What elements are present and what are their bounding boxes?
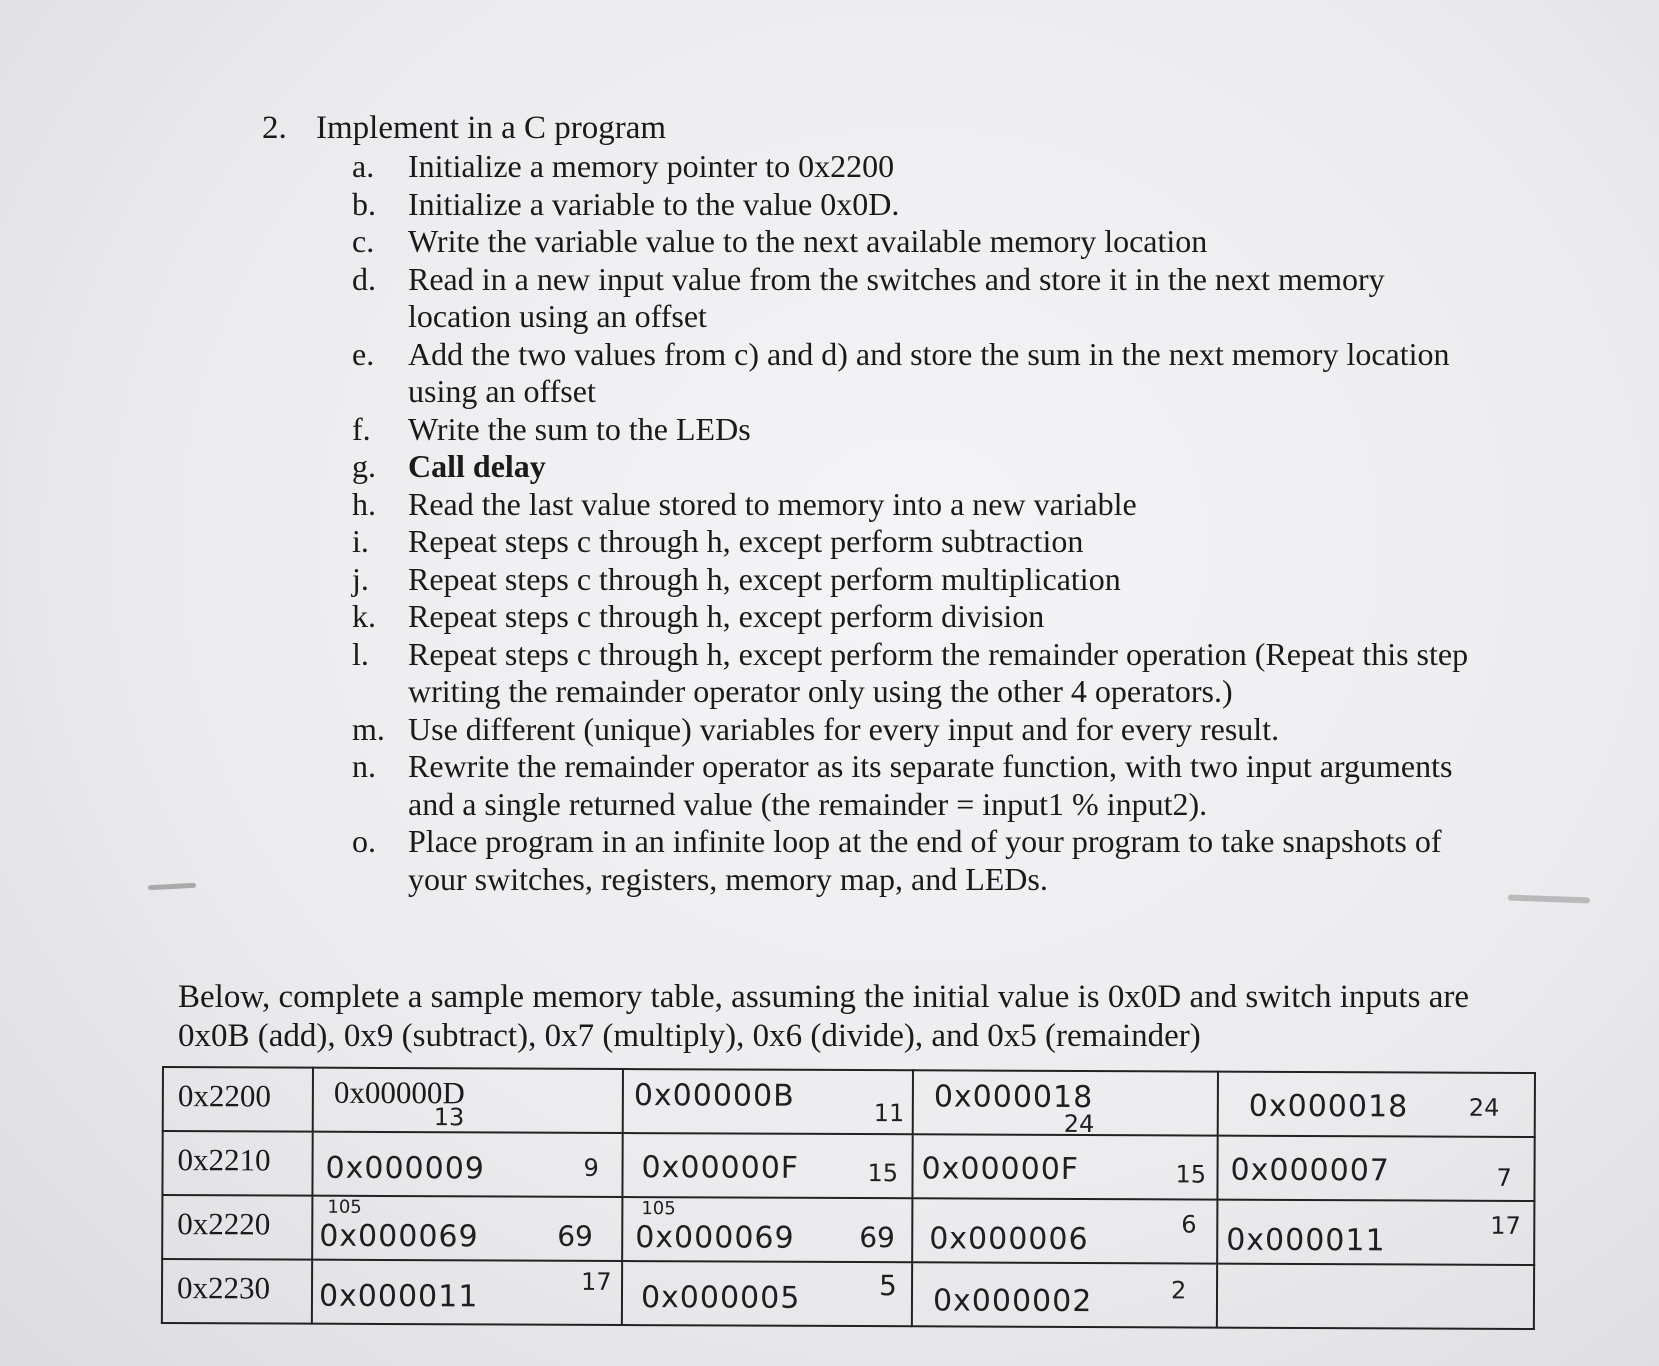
address-cell (163, 1067, 313, 1132)
memory-cell (622, 1133, 912, 1198)
address-label: 0x2210 (177, 1142, 271, 1178)
step-letter: f. (352, 410, 371, 447)
question-heading (262, 110, 666, 147)
step-letter: i. (352, 523, 369, 559)
cell-decimal-value: 7 (1496, 1163, 1512, 1192)
step-text: Write the variable value to the next available memory location (408, 223, 1208, 259)
paper-mark (148, 883, 196, 891)
cell-hex-value: 0x00000B (633, 1078, 795, 1114)
step-item (352, 598, 1492, 636)
memory-cell (622, 1197, 912, 1262)
step-letter: g. (352, 448, 376, 484)
step-letter: c. (352, 223, 375, 259)
table-row (162, 1131, 1534, 1201)
step-list (352, 148, 1492, 898)
step-item (352, 186, 1492, 224)
cell-decimal-value: 5 (878, 1269, 897, 1303)
memory-cell (1217, 1200, 1534, 1265)
cell-decimal-value: 11 (873, 1099, 905, 1128)
step-letter: k. (352, 598, 376, 634)
memory-cell (312, 1132, 622, 1197)
cell-decimal-value: 69 (557, 1219, 593, 1253)
step-item (352, 561, 1492, 599)
step-letter: j. (352, 560, 369, 597)
step-text: Read in a new input value from the switches and store it in the next memory location using an offset (408, 260, 1385, 334)
step-letter: a. (352, 148, 375, 184)
memory-cell (1217, 1136, 1534, 1201)
cell-hex-value: 0x000018 (1248, 1088, 1409, 1125)
step-text: Repeat steps c through h, except perform multiplication (408, 560, 1121, 597)
cell-decimal-value: 2 (1170, 1276, 1187, 1305)
cell-hex-value: 0x000011 (1226, 1222, 1386, 1259)
step-text: Repeat steps c through h, except perform division (408, 598, 1045, 634)
cell-decimal-value: 6 (1181, 1210, 1197, 1239)
address-cell (162, 1259, 312, 1324)
cell-hex-value: 0x000011 (318, 1278, 479, 1315)
address-cell (162, 1195, 312, 1260)
cell-hex-value: 0x000069 (319, 1218, 479, 1255)
question-title: Implement in a C program (316, 110, 667, 146)
address-label: 0x2200 (177, 1078, 271, 1114)
cell-decimal-value: 17 (581, 1267, 612, 1296)
table-row (162, 1195, 1534, 1265)
step-letter: n. (352, 748, 376, 784)
step-item (352, 261, 1492, 336)
step-letter: l. (352, 635, 369, 672)
cell-hex-value: 0x00000F (921, 1151, 1080, 1188)
step-text: Initialize a memory pointer to 0x2200 (408, 148, 895, 184)
step-item (352, 636, 1492, 711)
step-text: Initialize a variable to the value 0x0D. (408, 185, 900, 222)
step-item (352, 148, 1492, 186)
step-item (352, 223, 1492, 261)
cell-hex-value: 0x000002 (932, 1283, 1093, 1320)
memory-cell (913, 1070, 1218, 1139)
cell-decimal-value: 69 (859, 1221, 895, 1255)
step-item (352, 411, 1492, 449)
step-item (352, 486, 1492, 524)
cell-decimal-value: 24 (1468, 1093, 1500, 1122)
cell-decimal-value: 9 (583, 1153, 599, 1182)
cell-hex-value: 0x000069 (635, 1220, 795, 1256)
step-letter: m. (352, 710, 385, 747)
question-number: 2. (262, 110, 287, 146)
step-item (352, 711, 1492, 749)
step-text: Rewrite the remainder operator as its separate function, with two input arguments and a single returned value (the remainder = input1 % input2). (408, 748, 1453, 822)
cell-note: 105 (641, 1198, 676, 1220)
step-item (352, 336, 1492, 411)
address-label: 0x2220 (177, 1206, 271, 1242)
memory-cell (912, 1134, 1217, 1199)
step-letter: e. (352, 335, 375, 372)
memory-cell (912, 1198, 1217, 1263)
step-letter: o. (352, 823, 376, 859)
paper-mark (1508, 895, 1590, 904)
step-text: Repeat steps c through h, except perform the remainder operation (Repeat this step writing the remainder operator only using the other 4 operators.) (408, 635, 1469, 709)
step-text: Write the sum to the LEDs (408, 410, 751, 447)
cell-hex-value: 0x00000F (641, 1150, 800, 1186)
step-item (352, 823, 1492, 898)
memory-table (161, 1066, 1536, 1330)
cell-decimal-value: 15 (867, 1159, 899, 1188)
step-item (352, 448, 1492, 486)
table-row (163, 1067, 1535, 1137)
memory-cell (312, 1260, 622, 1325)
memory-cell (623, 1069, 913, 1134)
memory-cell (313, 1068, 623, 1133)
table-row (162, 1259, 1534, 1329)
cell-decimal-value: 15 (1175, 1160, 1207, 1189)
step-text: Use different (unique) variables for every input and for every result. (408, 710, 1280, 747)
table-instructions: Below, complete a sample memory table, assuming the initial value is 0x0D and switch inputs are 0x0B (add), 0x9 (subtract), 0x7 (multiply), 0x6 (divide), and 0x5 (remainder) (178, 979, 1469, 1054)
step-letter: h. (352, 485, 376, 522)
cell-decimal-value: 13 (433, 1103, 465, 1132)
cell-hex-value: 0x000007 (1230, 1152, 1391, 1189)
step-text: Read the last value stored to memory into a new variable (408, 485, 1137, 522)
step-item (352, 748, 1492, 823)
step-text: Repeat steps c through h, except perform subtraction (408, 523, 1084, 559)
step-text: Call delay (408, 448, 546, 484)
cell-note: 105 (327, 1196, 362, 1218)
cell-hex-value: 0x000005 (640, 1280, 801, 1316)
cell-decimal-value: 24 (1063, 1109, 1095, 1139)
step-letter: b. (352, 185, 376, 222)
cell-hex-value: 0x00000D (333, 1074, 465, 1111)
step-letter: d. (352, 260, 376, 297)
memory-cell (1218, 1072, 1535, 1137)
step-item (352, 523, 1492, 561)
memory-cell-empty (1217, 1264, 1534, 1329)
memory-cell (622, 1261, 912, 1326)
step-text: Place program in an infinite loop at the end of your program to take snapshots of your switches, registers, memory map, and LEDs. (408, 823, 1442, 897)
address-cell (162, 1131, 312, 1196)
step-text: Add the two values from c) and d) and store the sum in the next memory location using an offset (408, 335, 1450, 409)
address-label: 0x2230 (176, 1270, 271, 1306)
cell-hex-value: 0x000009 (325, 1150, 486, 1187)
cell-hex-value: 0x000018 (933, 1079, 1094, 1116)
memory-cell (312, 1196, 622, 1261)
memory-cell (912, 1262, 1217, 1327)
cell-decimal-value: 17 (1490, 1211, 1521, 1240)
cell-hex-value: 0x000006 (929, 1221, 1089, 1258)
